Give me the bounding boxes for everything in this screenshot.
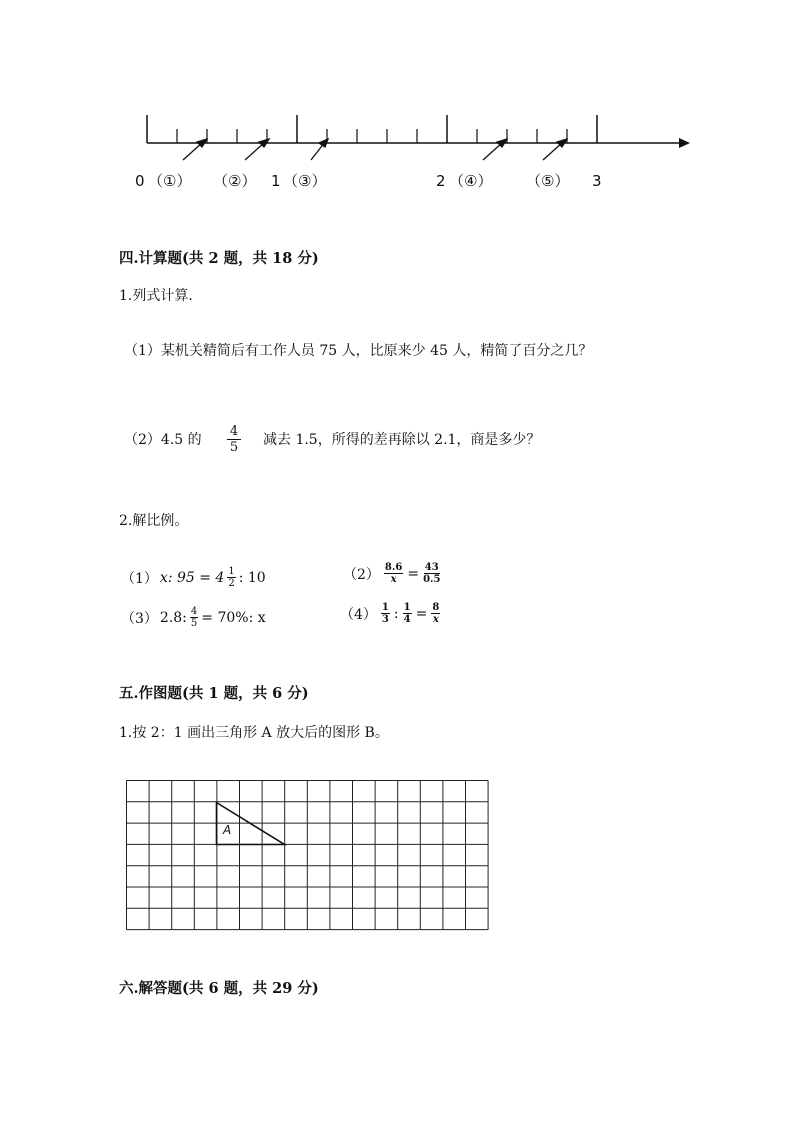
mixed-fraction: $\frac{1}{2}$ bbox=[228, 566, 235, 589]
proportion-1-rhs: : 10 bbox=[238, 569, 266, 586]
fraction-lhs: $\frac{8.6}{x}$ bbox=[384, 562, 403, 585]
question-2-title: 2.解比例。 bbox=[119, 513, 189, 529]
grid-lines bbox=[127, 781, 489, 930]
major-ticks bbox=[147, 115, 597, 143]
section-4-heading: 四.计算题(共 2 题，共 18 分) bbox=[119, 250, 319, 267]
marker-2: （②） bbox=[213, 172, 257, 190]
proportion-3-rhs: = 70%: x bbox=[201, 609, 266, 626]
proportion-1 bbox=[121, 566, 266, 589]
fraction-one-quarter: $\frac{1}{4}$ bbox=[403, 602, 411, 625]
colon: : bbox=[393, 605, 399, 622]
proportion-2 bbox=[343, 562, 441, 585]
triangle-a-label: A bbox=[223, 823, 232, 837]
proportion-4-label: （4） bbox=[340, 606, 377, 623]
label-0: 0 bbox=[135, 172, 145, 190]
grid-figure bbox=[0, 770, 794, 940]
fraction-four-fifths-small: $\frac{4}{5}$ bbox=[190, 606, 198, 629]
question-1-part-1: （1）某机关精简后有工作人员 75 人，比原来少 45 人，精简了百分之几？ bbox=[124, 343, 593, 359]
proportion-3-lhs: 2.8: bbox=[159, 609, 187, 626]
minor-ticks bbox=[177, 129, 567, 143]
proportion-3 bbox=[121, 606, 266, 629]
fraction-one-third: $\frac{1}{3}$ bbox=[381, 602, 389, 625]
fraction-rhs: $\frac{43}{0.5}$ bbox=[423, 562, 441, 585]
section-5-heading: 五.作图题(共 1 题，共 6 分) bbox=[119, 685, 309, 702]
equals-sign: = bbox=[407, 565, 420, 582]
section-6-heading: 六.解答题(共 6 题，共 29 分) bbox=[119, 980, 319, 997]
label-1: 1 bbox=[271, 172, 281, 190]
proportion-1-label: （1） bbox=[121, 570, 158, 587]
arrowhead-icon bbox=[319, 139, 328, 147]
fraction-denominator: 5 bbox=[227, 439, 241, 455]
drawing-question: 1.按 2：1 画出三角形 A 放大后的图形 B。 bbox=[119, 725, 389, 741]
proportion-2-label: （2） bbox=[343, 566, 380, 583]
question-1-part-2-prefix: （2）4.5 的 bbox=[124, 432, 202, 448]
fraction-four-fifths bbox=[227, 424, 241, 455]
fraction-eight-over-x: $\frac{8}{x}$ bbox=[432, 602, 440, 625]
proportion-1-lhs: x: 95 = 4 bbox=[159, 569, 225, 586]
marker-4: （④） bbox=[449, 172, 493, 190]
label-3: 3 bbox=[592, 172, 602, 190]
number-line-figure bbox=[0, 0, 794, 200]
equals-sign: = bbox=[415, 605, 428, 622]
marker-3: （③） bbox=[283, 172, 327, 190]
fraction-numerator: 4 bbox=[229, 424, 239, 439]
question-1-title: 1.列式计算. bbox=[119, 288, 193, 304]
marker-5: （⑤） bbox=[526, 172, 570, 190]
label-2: 2 bbox=[436, 172, 446, 190]
marker-1: （①） bbox=[148, 172, 192, 190]
question-1-part-2-suffix: 减去 1.5，所得的差再除以 2.1，商是多少？ bbox=[263, 432, 541, 448]
axis-arrowhead-icon bbox=[679, 138, 690, 148]
proportion-3-label: （3） bbox=[121, 610, 158, 627]
proportion-4 bbox=[340, 602, 441, 625]
